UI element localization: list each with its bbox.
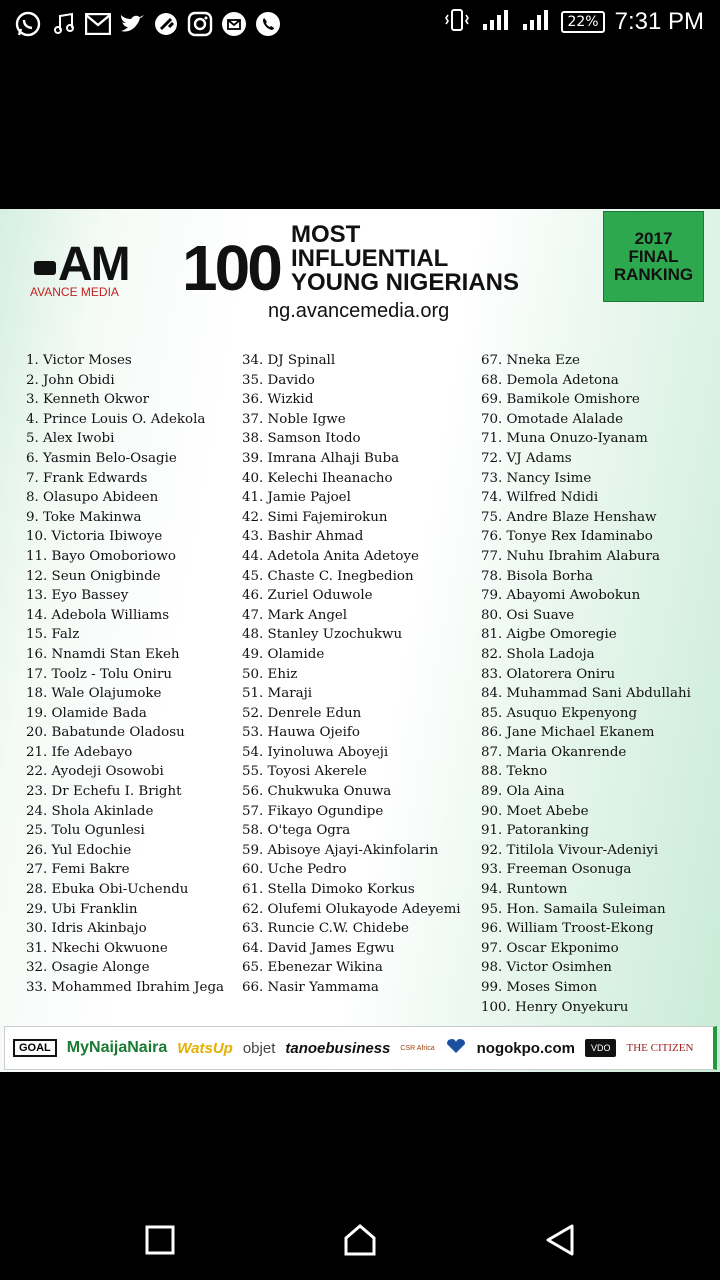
ranking-entry: 21. Ife Adebayo — [26, 744, 133, 760]
ranking-entry: 51. Maraji — [242, 686, 313, 702]
sponsor-box-logo: VDO — [585, 1039, 617, 1057]
ranking-entry: 52. Denrele Edun — [242, 705, 362, 721]
ranking-entry: 47. Mark Angel — [242, 607, 348, 623]
ranking-entry: 42. Simi Fajemirokun — [242, 509, 388, 525]
battery-indicator: 22% — [561, 11, 604, 33]
ranking-entry: 43. Bashir Ahmad — [242, 529, 364, 545]
sponsor-csr-africa: CSR Africa — [400, 1044, 435, 1052]
opera-icon — [152, 10, 180, 38]
ranking-entry: 9. Toke Makinwa — [26, 509, 142, 525]
rank-final: FINAL — [628, 246, 679, 266]
poster-title — [291, 223, 519, 295]
ranking-entry: 13. Eyo Bassey — [26, 588, 129, 604]
ranking-entry: 30. Idris Akinbajo — [26, 921, 147, 937]
ranking-column-3 — [481, 351, 691, 1017]
ranking-entry: 8. Olasupo Abideen — [26, 490, 159, 506]
ranking-entry: 65. Ebenezar Wikina — [242, 960, 383, 976]
ranking-entry: 12. Seun Onigbinde — [26, 568, 161, 584]
ranking-entry: 90. Moet Abebe — [481, 803, 589, 819]
ranking-entry: 81. Aigbe Omoregie — [481, 627, 617, 643]
ranking-entry: 25. Tolu Ogunlesi — [26, 823, 145, 839]
ranking-entry: 94. Runtown — [481, 882, 568, 898]
sponsor-strip — [4, 1026, 717, 1070]
ranking-entry: 63. Runcie C.W. Chidebe — [242, 921, 409, 937]
ranking-entry: 54. Iyinoluwa Aboyeji — [242, 744, 389, 760]
back-icon[interactable] — [540, 1220, 580, 1260]
ranking-entry: 67. Nneka Eze — [481, 353, 580, 368]
ranking-entry: 28. Ebuka Obi-Uchendu — [26, 882, 189, 898]
ranking-entry: 3. Kenneth Okwor — [26, 392, 150, 408]
ranking-entry: 93. Freeman Osonuga — [481, 862, 632, 878]
ranking-entry: 48. Stanley Uzochukwu — [242, 627, 403, 643]
ranking-entry: 82. Shola Ladoja — [481, 646, 595, 662]
ranking-entry: 64. David James Egwu — [242, 940, 395, 956]
ranking-entry: 17. Toolz - Tolu Oniru — [26, 666, 172, 682]
ranking-entry: 26. Yul Edochie — [26, 842, 132, 858]
ranking-entry: 88. Tekno — [481, 764, 548, 780]
home-icon[interactable] — [340, 1220, 380, 1260]
ranking-entry: 4. Prince Louis O. Adekola — [26, 411, 206, 427]
ranking-entry: 23. Dr Echefu I. Bright — [26, 784, 182, 800]
status-right — [443, 8, 704, 36]
camera-icon — [34, 261, 56, 275]
ranking-entry: 71. Muna Onuzo-Iyanam — [481, 431, 648, 447]
ranking-entry: 5. Alex Iwobi — [26, 431, 115, 447]
ranking-entry: 14. Adebola Williams — [26, 607, 170, 623]
final-ranking-badge — [603, 211, 704, 302]
ranking-entry: 84. Muhammad Sani Abdullahi — [481, 686, 691, 702]
ranking-entry: 49. Olamide — [242, 646, 325, 662]
ranking-entry: 60. Uche Pedro — [242, 862, 347, 878]
sponsor-nogokpo: nogokpo.com — [476, 1039, 575, 1057]
ranking-entry: 38. Samson Itodo — [242, 431, 361, 447]
ranking-entry: 95. Hon. Samaila Suleiman — [481, 901, 666, 917]
ranking-entry: 75. Andre Blaze Henshaw — [481, 509, 657, 525]
ranking-entry: 15. Falz — [26, 627, 80, 643]
ranking-entry: 59. Abisoye Ajayi-Akinfolarin — [242, 842, 439, 858]
ranking-entry: 62. Olufemi Olukayode Adeyemi — [242, 901, 461, 917]
ranking-entry: 35. Davido — [242, 372, 315, 388]
ranking-entry: 58. O'tega Ogra — [242, 823, 351, 839]
title-line-3: YOUNG NIGERIANS — [291, 269, 520, 296]
ranking-entry: 73. Nancy Isime — [481, 470, 592, 486]
ranking-entry: 29. Ubi Franklin — [26, 901, 138, 917]
ranking-entry: 89. Ola Aina — [481, 784, 565, 800]
sponsor-mynaijanaira: MyNaijaNaira — [66, 1039, 168, 1056]
ranking-entry: 37. Noble Igwe — [242, 411, 346, 427]
ranking-entry: 87. Maria Okanrende — [481, 744, 627, 760]
sponsor-watsup: WatsUp — [177, 1039, 233, 1057]
ranking-entry: 92. Titilola Vivour-Adeniyi — [481, 842, 659, 858]
ranking-poster — [0, 209, 720, 1072]
ranking-entry: 24. Shola Akinlade — [26, 803, 154, 819]
ranking-entry: 56. Chukwuka Onuwa — [242, 784, 392, 800]
ranking-entry: 98. Victor Osimhen — [481, 960, 612, 976]
signal-2-icon — [521, 9, 551, 35]
twitter-icon — [118, 10, 146, 38]
ranking-entry: 100. Henry Onyekuru — [481, 999, 629, 1015]
ranking-column-1 — [26, 351, 224, 998]
ranking-entry: 22. Ayodeji Osowobi — [26, 764, 164, 780]
avance-media-logo — [30, 237, 130, 301]
ranking-entry: 72. VJ Adams — [481, 450, 572, 466]
vibrate-icon — [443, 8, 471, 36]
ranking-entry: 44. Adetola Anita Adetoye — [242, 548, 419, 564]
ranking-entry: 79. Abayomi Awobokun — [481, 588, 641, 604]
ranking-entry: 83. Olatorera Oniru — [481, 666, 616, 682]
logo-subtitle: AVANCE MEDIA — [30, 285, 119, 299]
ranking-entry: 39. Imrana Alhaji Buba — [242, 450, 400, 466]
navigation-bar — [0, 1200, 720, 1280]
music-icon — [50, 10, 78, 38]
sponsor-objet: objet — [242, 1039, 276, 1057]
recents-square-icon[interactable] — [140, 1220, 180, 1260]
ranking-entry: 41. Jamie Pajoel — [242, 490, 351, 506]
ranking-entry: 1. Victor Moses — [26, 353, 132, 368]
ranking-entry: 46. Zuriel Oduwole — [242, 588, 373, 604]
ranking-entry: 31. Nkechi Okwuone — [26, 940, 168, 956]
ranking-entry: 2. John Obidi — [26, 372, 115, 388]
rank-year: 2017 — [634, 228, 673, 248]
phone-icon — [254, 10, 282, 38]
ranking-entry: 10. Victoria Ibiwoye — [26, 529, 163, 545]
whatsapp-icon — [14, 10, 42, 38]
signal-icon — [481, 9, 511, 35]
ranking-entry: 11. Bayo Omoboriowo — [26, 548, 176, 564]
ranking-entry: 69. Bamikole Omishore — [481, 392, 640, 408]
ranking-entry: 57. Fikayo Ogundipe — [242, 803, 384, 819]
gmail-icon — [84, 10, 112, 38]
ranking-entry: 6. Yasmin Belo-Osagie — [26, 450, 177, 466]
ranking-entry: 19. Olamide Bada — [26, 705, 147, 721]
ranking-entry: 36. Wizkid — [242, 392, 314, 408]
sponsor-goal: GOAL — [13, 1039, 57, 1057]
ranking-column-2 — [242, 351, 461, 998]
ranking-entry: 85. Asuquo Ekpenyong — [481, 705, 638, 721]
ranking-entry: 32. Osagie Alonge — [26, 960, 150, 976]
ranking-entry: 78. Bisola Borha — [481, 568, 594, 584]
title-number: 100 — [182, 232, 280, 304]
website-url: ng.avancemedia.org — [268, 300, 450, 322]
ranking-entry: 70. Omotade Alalade — [481, 411, 624, 427]
status-bar — [0, 0, 720, 48]
ranking-entry: 16. Nnamdi Stan Ekeh — [26, 646, 180, 662]
sponsor-the-citizen: THE CITIZEN — [626, 1042, 694, 1054]
ranking-entry: 45. Chaste C. Inegbedion — [242, 568, 414, 584]
logo-text: AM — [58, 238, 129, 291]
sponsor-tanoebusiness: tanoebusiness — [285, 1039, 391, 1057]
heart-logo-icon — [445, 1038, 467, 1059]
email-icon — [220, 10, 248, 38]
ranking-entry: 77. Nuhu Ibrahim Alabura — [481, 548, 661, 564]
ranking-entry: 97. Oscar Ekponimo — [481, 940, 619, 956]
ranking-entry: 91. Patoranking — [481, 823, 589, 839]
title-line-1: MOST — [291, 221, 361, 248]
ranking-entry: 40. Kelechi Iheanacho — [242, 470, 393, 486]
ranking-entry: 86. Jane Michael Ekanem — [481, 725, 655, 741]
ranking-entry: 61. Stella Dimoko Korkus — [242, 882, 415, 898]
ranking-entry: 99. Moses Simon — [481, 980, 598, 995]
rank-ranking: RANKING — [613, 264, 694, 284]
ranking-entry: 68. Demola Adetona — [481, 372, 619, 388]
ranking-entry: 66. Nasir Yammama — [242, 980, 379, 995]
ranking-entry: 80. Osi Suave — [481, 607, 575, 623]
ranking-entry: 76. Tonye Rex Idaminabo — [481, 529, 653, 545]
ranking-entry: 50. Ehiz — [242, 666, 298, 682]
ranking-entry: 27. Femi Bakre — [26, 862, 130, 878]
ranking-entry: 18. Wale Olajumoke — [26, 686, 162, 702]
title-line-2: INFLUENTIAL — [291, 245, 449, 272]
ranking-entry: 55. Toyosi Akerele — [242, 764, 367, 780]
ranking-entry: 74. Wilfred Ndidi — [481, 490, 599, 506]
instagram-icon — [186, 10, 214, 38]
ranking-entry: 34. DJ Spinall — [242, 353, 336, 368]
ranking-entry: 96. William Troost-Ekong — [481, 921, 654, 937]
clock: 7:31 PM — [614, 8, 704, 35]
ranking-entry: 53. Hauwa Ojeifo — [242, 725, 360, 741]
ranking-entry: 33. Mohammed Ibrahim Jega — [26, 980, 225, 995]
ranking-entry: 20. Babatunde Oladosu — [26, 725, 185, 741]
ranking-entry: 7. Frank Edwards — [26, 470, 148, 486]
